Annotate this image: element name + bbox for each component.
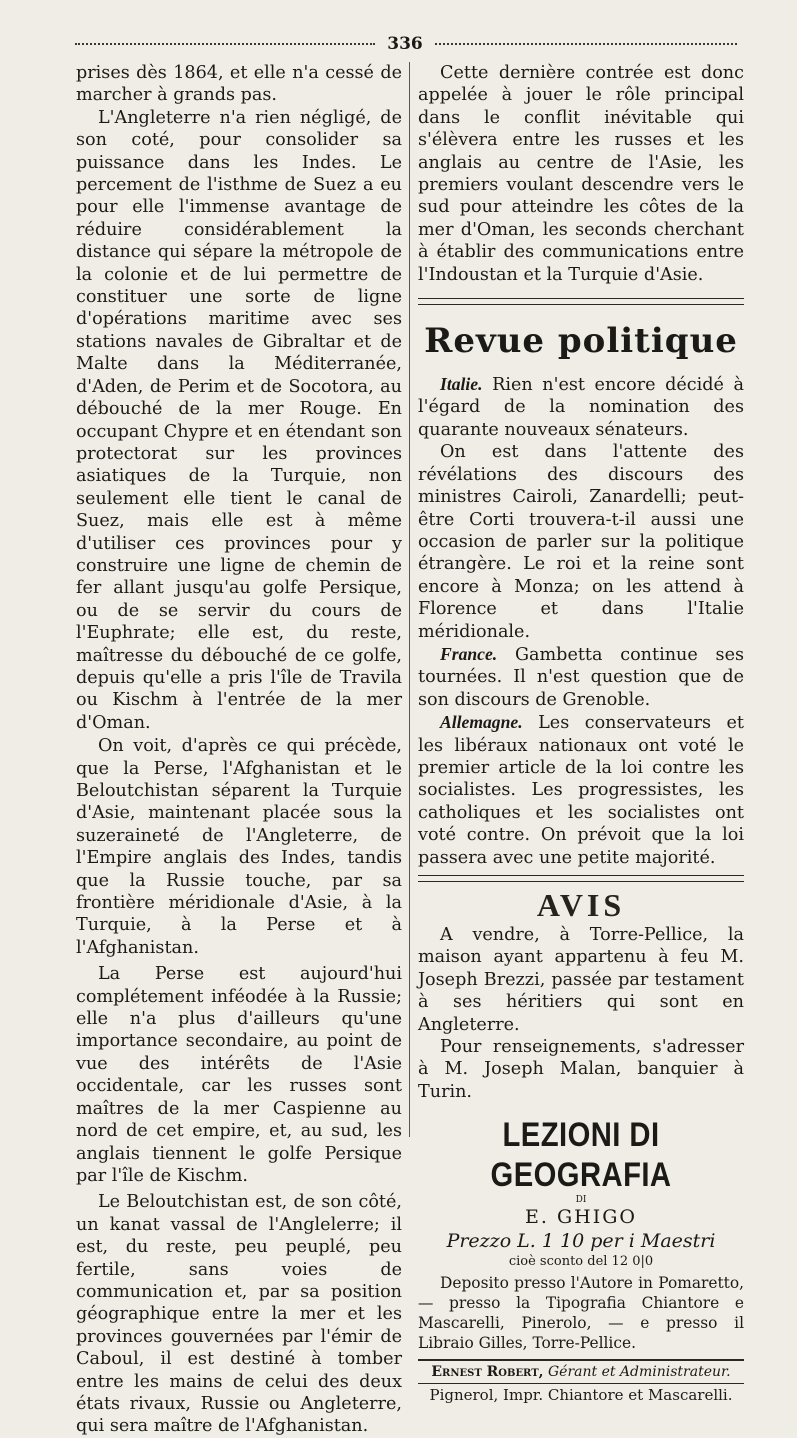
page-header: [75, 34, 737, 56]
header-rule-right: [435, 43, 737, 49]
news-italie-continued: On est dans l'attente des révélations des discours des ministres Cairoli, Zanardelli; peut-être Corti trouvera-t-il aussi une occasion de parler sur la politique étrangère. Le roi et la reine sont encore à Monza; on les attend à Florence et dans l'Italie méridionale.: [418, 442, 744, 642]
right-paragraph-1: Cette dernière contrée est donc appelée à jouer le rôle principal dans le conflit inévitable qui s'élèvera entre les russes et les anglais au centre de l'Asie, les premiers voulant descendre vers le sud pour atteindre les côtes de la mer d'Oman, les seconds cherchant à établir des communications entre l'Indoustan et la Turquie d'Asie.: [418, 63, 744, 285]
avis-paragraph-1: A vendre, à Torre-Pellice, la maison ayant appartenu à feu M. Joseph Brezzi, passée par testament à ses héritiers qui sont en Angleterre.: [418, 925, 744, 1035]
news-france-label: France.: [440, 643, 498, 664]
left-paragraph-2: L'Angleterre n'a rien négligé, de son coté, pour consolider sa puissance dans les Indes. Le percement de l'isthme de Suez a eu pour elle l'immense avantage de réduire considérablement la distance qui sépare la métropole de la colonie et de lui permettre de constituer une sorte de ligne d'opérations maritime avec ses stations navales de Gibraltar et de Malte dans la Méditerranée, d'Aden, de Perim et de Socotora, au débouché de la mer Rouge. En occupant Chypre et en étendant son protectorat sur les provinces asiatiques de la Turquie, non seulement elle tient le canal de Suez, mais elle est à même d'utiliser ces provinces pour y construire une ligne de chemin de fer allant jusqu'au golfe Persique, ou de se servir du cours de l'Euphrate; elle est, du reste, maîtresse du débouché de ce golfe, depuis qu'elle a pris l'île de Travila ou Kischm à l'entrée de la mer d'Oman.: [76, 107, 402, 733]
left-paragraph-4: La Perse est aujourd'hui complétement inféodée à la Russie; elle n'a plus d'ailleurs qu'une importance secondaire, au point de vue des intérêts de l'Asie occidentale, car les russes sont maîtres de la mer Caspienne au nord de cet empire, et, au sud, les anglais tiennent le golfe Persique par l'île de Kischm.: [76, 964, 402, 1186]
gerant-name: Ernest Robert,: [431, 1363, 544, 1380]
lezioni-title: LEZIONI DI GEOGRAFIA: [490, 1116, 672, 1195]
revue-politique-title: Revue politique: [424, 321, 738, 362]
left-column: [76, 62, 402, 1438]
header-rule-left: [75, 43, 375, 49]
gerant-line: [418, 1361, 744, 1383]
lezioni-price: Prezzo L. 1 10 per i Maestri: [446, 1230, 716, 1253]
avis-rule: [418, 875, 744, 882]
printer-line: Pignerol, Impr. Chiantore et Mascarelli.: [429, 1386, 733, 1405]
left-paragraph-1: prises dès 1864, et elle n'a cessé de marcher à grands pas.: [76, 63, 402, 106]
right-column: [418, 62, 744, 1406]
lezioni-author: E. GHIGO: [525, 1206, 637, 1229]
column-divider: [409, 62, 410, 1137]
news-italie-text: Rien n'est encore décidé à l'égard de la nomination des quarante nouveaux sénateurs.: [418, 375, 745, 440]
lezioni-deposito: Deposito presso l'Autore in Pomaretto, — presso la Tipografia Chiantore e Mascarelli, Pinerolo, — e presso il Libraio Gilles, Torre-Pellice.: [418, 1274, 744, 1353]
avis-paragraph-2: Pour renseignements, s'adresser à M. Joseph Malan, banquier à Turin.: [418, 1037, 744, 1102]
news-allemagne-text: Les conservateurs et les libéraux nationaux ont voté le premier article de la loi contre les socialistes. Les progressistes, les catholiques et les socialistes ont voté contre. On prévoit que la loi passera avec une petite majorité.: [418, 713, 744, 868]
left-paragraph-3: On voit, d'après ce qui précède, que la Perse, l'Afghanistan et le Beloutchistan séparent la Turquie d'Asie, maintenant placée sous la suzeraineté de l'Angleterre, de l'Empire anglais des Indes, tandis que la Russie touche, par sa frontière méridionale d'Asie, à la Turquie, à la Perse et à l'Afghanistan.: [76, 736, 402, 958]
news-italie: [418, 373, 744, 441]
news-allemagne-label: Allemagne.: [440, 712, 523, 733]
news-italie-label: Italie.: [440, 374, 483, 395]
news-allemagne: [418, 711, 744, 869]
news-france-text: Gambetta continue ses tournées. Il n'est question que de son discours de Grenoble.: [418, 644, 745, 710]
news-france: [418, 643, 744, 711]
lezioni-di: DI: [575, 1195, 587, 1206]
avis-title: AVIS: [536, 887, 626, 923]
gerant-role: Gérant et Administrateur.: [547, 1363, 731, 1380]
section-rule: [418, 298, 744, 305]
lezioni-discount: cioè sconto del 12 0|0: [508, 1254, 654, 1270]
left-paragraph-5: Le Beloutchistan est, de son côté, un kanat vassal de l'Anglelerre; il est, du reste, peu peuplé, peu fertile, sans voies de communication et, par sa position géographique entre la mer et les provinces gouvernées par l'émir de Caboul, il est destiné à tomber entre les mains de celui des deux états rivaux, Russie ou Angleterre, qui sera maître de l'Afghanistan.: [76, 1192, 402, 1437]
page-number: 336: [387, 34, 423, 54]
